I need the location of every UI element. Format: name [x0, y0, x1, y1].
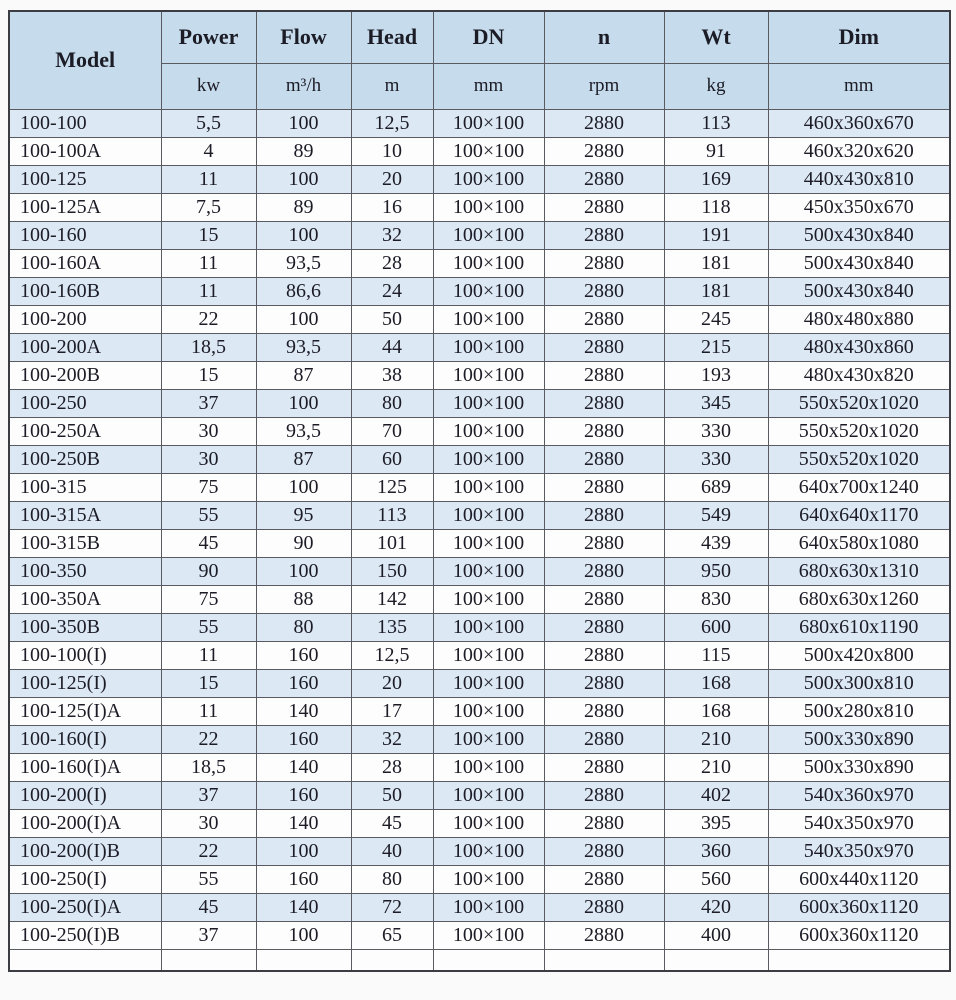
flow-cell: 80: [256, 613, 351, 641]
model-cell: 100-160(I)A: [9, 753, 161, 781]
flow-cell: 100: [256, 389, 351, 417]
model-cell: 100-160A: [9, 249, 161, 277]
n-cell: 2880: [544, 193, 664, 221]
model-cell: 100-350B: [9, 613, 161, 641]
n-cell: 2880: [544, 417, 664, 445]
wt-cell: 245: [664, 305, 768, 333]
wt-cell: 168: [664, 669, 768, 697]
flow-cell: 95: [256, 501, 351, 529]
model-cell: 100-350A: [9, 585, 161, 613]
wt-cell: 113: [664, 109, 768, 137]
model-cell: 100-250: [9, 389, 161, 417]
n-cell: 2880: [544, 557, 664, 585]
power-cell: 55: [161, 865, 256, 893]
wt-cell: 210: [664, 725, 768, 753]
n-cell: 2880: [544, 809, 664, 837]
table-row-partial: [9, 949, 950, 971]
pump-spec-table: [8, 10, 951, 972]
dn-cell: 100×100: [433, 361, 544, 389]
power-cell: 11: [161, 277, 256, 305]
wt-cell: 91: [664, 137, 768, 165]
head-cell: 50: [351, 781, 433, 809]
table-row: [9, 221, 950, 249]
dim-cell: 540x360x970: [768, 781, 950, 809]
flow-cell: 89: [256, 137, 351, 165]
model-cell: 100-125(I)A: [9, 697, 161, 725]
col-header-dn: DN: [433, 11, 544, 63]
n-cell: 2880: [544, 445, 664, 473]
table-row: [9, 501, 950, 529]
power-cell: 22: [161, 725, 256, 753]
table-row: [9, 249, 950, 277]
model-cell: 100-250A: [9, 417, 161, 445]
head-cell: 72: [351, 893, 433, 921]
head-cell: 28: [351, 753, 433, 781]
flow-cell: 160: [256, 669, 351, 697]
head-cell: 135: [351, 613, 433, 641]
table-row: [9, 109, 950, 137]
wt-cell: 360: [664, 837, 768, 865]
dim-cell: 600x360x1120: [768, 893, 950, 921]
flow-cell: 140: [256, 893, 351, 921]
dn-cell: 100×100: [433, 501, 544, 529]
head-cell: 113: [351, 501, 433, 529]
table-row: [9, 809, 950, 837]
power-cell: 22: [161, 837, 256, 865]
power-cell: 45: [161, 529, 256, 557]
col-header-n: n: [544, 11, 664, 63]
flow-cell: 140: [256, 753, 351, 781]
flow-cell: 100: [256, 221, 351, 249]
model-cell: 100-250(I)B: [9, 921, 161, 949]
dn-cell: 100×100: [433, 641, 544, 669]
head-cell: 45: [351, 809, 433, 837]
n-cell: 2880: [544, 753, 664, 781]
flow-cell: 87: [256, 445, 351, 473]
head-cell: 10: [351, 137, 433, 165]
flow-cell: 100: [256, 305, 351, 333]
flow-cell: 160: [256, 641, 351, 669]
model-cell: 100-315A: [9, 501, 161, 529]
dim-cell: 540x350x970: [768, 837, 950, 865]
dim-cell: 680x630x1260: [768, 585, 950, 613]
power-cell: 37: [161, 781, 256, 809]
flow-cell: 160: [256, 781, 351, 809]
wt-cell: 420: [664, 893, 768, 921]
power-cell: 5,5: [161, 109, 256, 137]
dim-cell: 600x360x1120: [768, 921, 950, 949]
head-cell: 125: [351, 473, 433, 501]
dn-cell: 100×100: [433, 277, 544, 305]
n-cell: 2880: [544, 697, 664, 725]
dim-cell: 540x350x970: [768, 809, 950, 837]
dn-cell: 100×100: [433, 865, 544, 893]
dn-cell: 100×100: [433, 417, 544, 445]
wt-cell: 193: [664, 361, 768, 389]
head-cell: 24: [351, 277, 433, 305]
wt-cell: 115: [664, 641, 768, 669]
flow-cell: 93,5: [256, 333, 351, 361]
col-unit-power: kw: [161, 63, 256, 109]
dim-cell: 680x630x1310: [768, 557, 950, 585]
n-cell: 2880: [544, 389, 664, 417]
dim-cell: 640x640x1170: [768, 501, 950, 529]
col-header-model: Model: [9, 11, 161, 109]
power-cell: 55: [161, 613, 256, 641]
dim-cell: 500x330x890: [768, 725, 950, 753]
wt-cell: 181: [664, 277, 768, 305]
dim-cell: 460x320x620: [768, 137, 950, 165]
head-cell: 17: [351, 697, 433, 725]
wt-cell: 330: [664, 445, 768, 473]
dim-cell: 500x330x890: [768, 753, 950, 781]
wt-cell: 950: [664, 557, 768, 585]
dim-cell: 550x520x1020: [768, 389, 950, 417]
flow-cell: 140: [256, 697, 351, 725]
dn-cell: 100×100: [433, 921, 544, 949]
model-cell: 100-160: [9, 221, 161, 249]
wt-cell: 395: [664, 809, 768, 837]
model-cell: 100-200(I)B: [9, 837, 161, 865]
head-cell: 20: [351, 669, 433, 697]
n-cell: 2880: [544, 529, 664, 557]
n-cell: 2880: [544, 501, 664, 529]
dim-cell: 480x430x820: [768, 361, 950, 389]
table-row: [9, 137, 950, 165]
dim-cell: 500x420x800: [768, 641, 950, 669]
wt-cell: 168: [664, 697, 768, 725]
flow-cell: 140: [256, 809, 351, 837]
head-cell: 70: [351, 417, 433, 445]
power-cell: 55: [161, 501, 256, 529]
dim-cell: 440x430x810: [768, 165, 950, 193]
dim-cell: 500x280x810: [768, 697, 950, 725]
wt-cell: 181: [664, 249, 768, 277]
power-cell: 11: [161, 697, 256, 725]
model-cell: 100-315B: [9, 529, 161, 557]
wt-cell: 118: [664, 193, 768, 221]
n-cell: 2880: [544, 277, 664, 305]
head-cell: 32: [351, 725, 433, 753]
power-cell: 75: [161, 473, 256, 501]
n-cell: 2880: [544, 865, 664, 893]
dn-cell: 100×100: [433, 137, 544, 165]
col-unit-head: m: [351, 63, 433, 109]
dn-cell: 100×100: [433, 669, 544, 697]
col-header-power: Power: [161, 11, 256, 63]
table-row: [9, 697, 950, 725]
n-cell: 2880: [544, 137, 664, 165]
head-cell: 44: [351, 333, 433, 361]
table-row: [9, 837, 950, 865]
col-header-head: Head: [351, 11, 433, 63]
dn-cell: 100×100: [433, 613, 544, 641]
dim-cell: 480x430x860: [768, 333, 950, 361]
flow-cell: [256, 949, 351, 971]
n-cell: 2880: [544, 585, 664, 613]
dn-cell: 100×100: [433, 109, 544, 137]
dn-cell: [433, 949, 544, 971]
flow-cell: 100: [256, 557, 351, 585]
head-cell: [351, 949, 433, 971]
dim-cell: 450x350x670: [768, 193, 950, 221]
wt-cell: 210: [664, 753, 768, 781]
dn-cell: 100×100: [433, 557, 544, 585]
power-cell: 30: [161, 809, 256, 837]
power-cell: 18,5: [161, 753, 256, 781]
flow-cell: 87: [256, 361, 351, 389]
dim-cell: 480x480x880: [768, 305, 950, 333]
flow-cell: 100: [256, 837, 351, 865]
table-row: [9, 193, 950, 221]
n-cell: 2880: [544, 725, 664, 753]
flow-cell: 86,6: [256, 277, 351, 305]
table-row: [9, 921, 950, 949]
model-cell: [9, 949, 161, 971]
table-row: [9, 781, 950, 809]
n-cell: 2880: [544, 473, 664, 501]
wt-cell: 345: [664, 389, 768, 417]
model-cell: 100-250(I)A: [9, 893, 161, 921]
header-label-row: [9, 11, 950, 63]
power-cell: 37: [161, 921, 256, 949]
col-unit-wt: kg: [664, 63, 768, 109]
flow-cell: 160: [256, 865, 351, 893]
table-row: [9, 557, 950, 585]
dn-cell: 100×100: [433, 305, 544, 333]
model-cell: 100-100: [9, 109, 161, 137]
table-row: [9, 389, 950, 417]
head-cell: 12,5: [351, 109, 433, 137]
flow-cell: 100: [256, 473, 351, 501]
n-cell: 2880: [544, 305, 664, 333]
dn-cell: 100×100: [433, 893, 544, 921]
n-cell: 2880: [544, 165, 664, 193]
model-cell: 100-200(I)A: [9, 809, 161, 837]
model-cell: 100-350: [9, 557, 161, 585]
table-row: [9, 445, 950, 473]
power-cell: 22: [161, 305, 256, 333]
flow-cell: 89: [256, 193, 351, 221]
wt-cell: 600: [664, 613, 768, 641]
table-row: [9, 277, 950, 305]
n-cell: 2880: [544, 333, 664, 361]
power-cell: 30: [161, 417, 256, 445]
table-row: [9, 165, 950, 193]
table-row: [9, 865, 950, 893]
model-cell: 100-100A: [9, 137, 161, 165]
dn-cell: 100×100: [433, 445, 544, 473]
wt-cell: 330: [664, 417, 768, 445]
col-unit-dn: mm: [433, 63, 544, 109]
head-cell: 101: [351, 529, 433, 557]
head-cell: 142: [351, 585, 433, 613]
power-cell: 90: [161, 557, 256, 585]
dn-cell: 100×100: [433, 753, 544, 781]
flow-cell: 100: [256, 165, 351, 193]
col-header-wt: Wt: [664, 11, 768, 63]
n-cell: 2880: [544, 109, 664, 137]
table-row: [9, 641, 950, 669]
model-cell: 100-160(I): [9, 725, 161, 753]
table-row: [9, 417, 950, 445]
dim-cell: [768, 949, 950, 971]
flow-cell: 93,5: [256, 417, 351, 445]
head-cell: 50: [351, 305, 433, 333]
n-cell: 2880: [544, 221, 664, 249]
head-cell: 150: [351, 557, 433, 585]
col-header-flow: Flow: [256, 11, 351, 63]
model-cell: 100-125: [9, 165, 161, 193]
table-row: [9, 753, 950, 781]
model-cell: 100-200B: [9, 361, 161, 389]
wt-cell: 169: [664, 165, 768, 193]
n-cell: 2880: [544, 893, 664, 921]
head-cell: 65: [351, 921, 433, 949]
wt-cell: 560: [664, 865, 768, 893]
head-cell: 28: [351, 249, 433, 277]
wt-cell: 400: [664, 921, 768, 949]
dn-cell: 100×100: [433, 221, 544, 249]
dim-cell: 640x700x1240: [768, 473, 950, 501]
table-row: [9, 333, 950, 361]
n-cell: 2880: [544, 641, 664, 669]
head-cell: 32: [351, 221, 433, 249]
n-cell: 2880: [544, 781, 664, 809]
table-row: [9, 669, 950, 697]
col-unit-n: rpm: [544, 63, 664, 109]
power-cell: 15: [161, 361, 256, 389]
wt-cell: 830: [664, 585, 768, 613]
dim-cell: 500x430x840: [768, 249, 950, 277]
head-cell: 80: [351, 865, 433, 893]
flow-cell: 160: [256, 725, 351, 753]
power-cell: 11: [161, 249, 256, 277]
model-cell: 100-125A: [9, 193, 161, 221]
power-cell: 30: [161, 445, 256, 473]
head-cell: 12,5: [351, 641, 433, 669]
table-header: [9, 11, 950, 109]
n-cell: 2880: [544, 669, 664, 697]
table-body: [9, 109, 950, 971]
model-cell: 100-250B: [9, 445, 161, 473]
head-cell: 40: [351, 837, 433, 865]
table-row: [9, 585, 950, 613]
col-unit-flow: m³/h: [256, 63, 351, 109]
power-cell: 15: [161, 669, 256, 697]
wt-cell: 215: [664, 333, 768, 361]
dn-cell: 100×100: [433, 389, 544, 417]
head-cell: 20: [351, 165, 433, 193]
dn-cell: 100×100: [433, 697, 544, 725]
dim-cell: 680x610x1190: [768, 613, 950, 641]
flow-cell: 100: [256, 921, 351, 949]
model-cell: 100-125(I): [9, 669, 161, 697]
wt-cell: 549: [664, 501, 768, 529]
dn-cell: 100×100: [433, 585, 544, 613]
flow-cell: 90: [256, 529, 351, 557]
flow-cell: 100: [256, 109, 351, 137]
head-cell: 60: [351, 445, 433, 473]
table-row: [9, 361, 950, 389]
dim-cell: 500x300x810: [768, 669, 950, 697]
n-cell: 2880: [544, 837, 664, 865]
n-cell: 2880: [544, 921, 664, 949]
col-header-dim: Dim: [768, 11, 950, 63]
wt-cell: 402: [664, 781, 768, 809]
dim-cell: 500x430x840: [768, 221, 950, 249]
flow-cell: 88: [256, 585, 351, 613]
model-cell: 100-200(I): [9, 781, 161, 809]
head-cell: 80: [351, 389, 433, 417]
power-cell: 18,5: [161, 333, 256, 361]
power-cell: 11: [161, 641, 256, 669]
dn-cell: 100×100: [433, 473, 544, 501]
dn-cell: 100×100: [433, 193, 544, 221]
table-row: [9, 613, 950, 641]
table-row: [9, 893, 950, 921]
dn-cell: 100×100: [433, 809, 544, 837]
dim-cell: 460x360x670: [768, 109, 950, 137]
dim-cell: 550x520x1020: [768, 417, 950, 445]
power-cell: 7,5: [161, 193, 256, 221]
power-cell: 15: [161, 221, 256, 249]
wt-cell: 689: [664, 473, 768, 501]
dn-cell: 100×100: [433, 837, 544, 865]
power-cell: 75: [161, 585, 256, 613]
model-cell: 100-200A: [9, 333, 161, 361]
n-cell: 2880: [544, 613, 664, 641]
n-cell: 2880: [544, 249, 664, 277]
dim-cell: 500x430x840: [768, 277, 950, 305]
model-cell: 100-100(I): [9, 641, 161, 669]
table-row: [9, 725, 950, 753]
power-cell: 11: [161, 165, 256, 193]
power-cell: [161, 949, 256, 971]
dn-cell: 100×100: [433, 333, 544, 361]
dim-cell: 550x520x1020: [768, 445, 950, 473]
model-cell: 100-200: [9, 305, 161, 333]
flow-cell: 93,5: [256, 249, 351, 277]
n-cell: 2880: [544, 361, 664, 389]
dim-cell: 640x580x1080: [768, 529, 950, 557]
model-cell: 100-160B: [9, 277, 161, 305]
dim-cell: 600x440x1120: [768, 865, 950, 893]
wt-cell: 439: [664, 529, 768, 557]
power-cell: 37: [161, 389, 256, 417]
dn-cell: 100×100: [433, 165, 544, 193]
wt-cell: 191: [664, 221, 768, 249]
table-row: [9, 529, 950, 557]
table-row: [9, 305, 950, 333]
table-row: [9, 473, 950, 501]
head-cell: 38: [351, 361, 433, 389]
power-cell: 4: [161, 137, 256, 165]
model-cell: 100-315: [9, 473, 161, 501]
dn-cell: 100×100: [433, 781, 544, 809]
model-cell: 100-250(I): [9, 865, 161, 893]
col-unit-dim: mm: [768, 63, 950, 109]
wt-cell: [664, 949, 768, 971]
n-cell: [544, 949, 664, 971]
power-cell: 45: [161, 893, 256, 921]
head-cell: 16: [351, 193, 433, 221]
dn-cell: 100×100: [433, 725, 544, 753]
dn-cell: 100×100: [433, 529, 544, 557]
dn-cell: 100×100: [433, 249, 544, 277]
